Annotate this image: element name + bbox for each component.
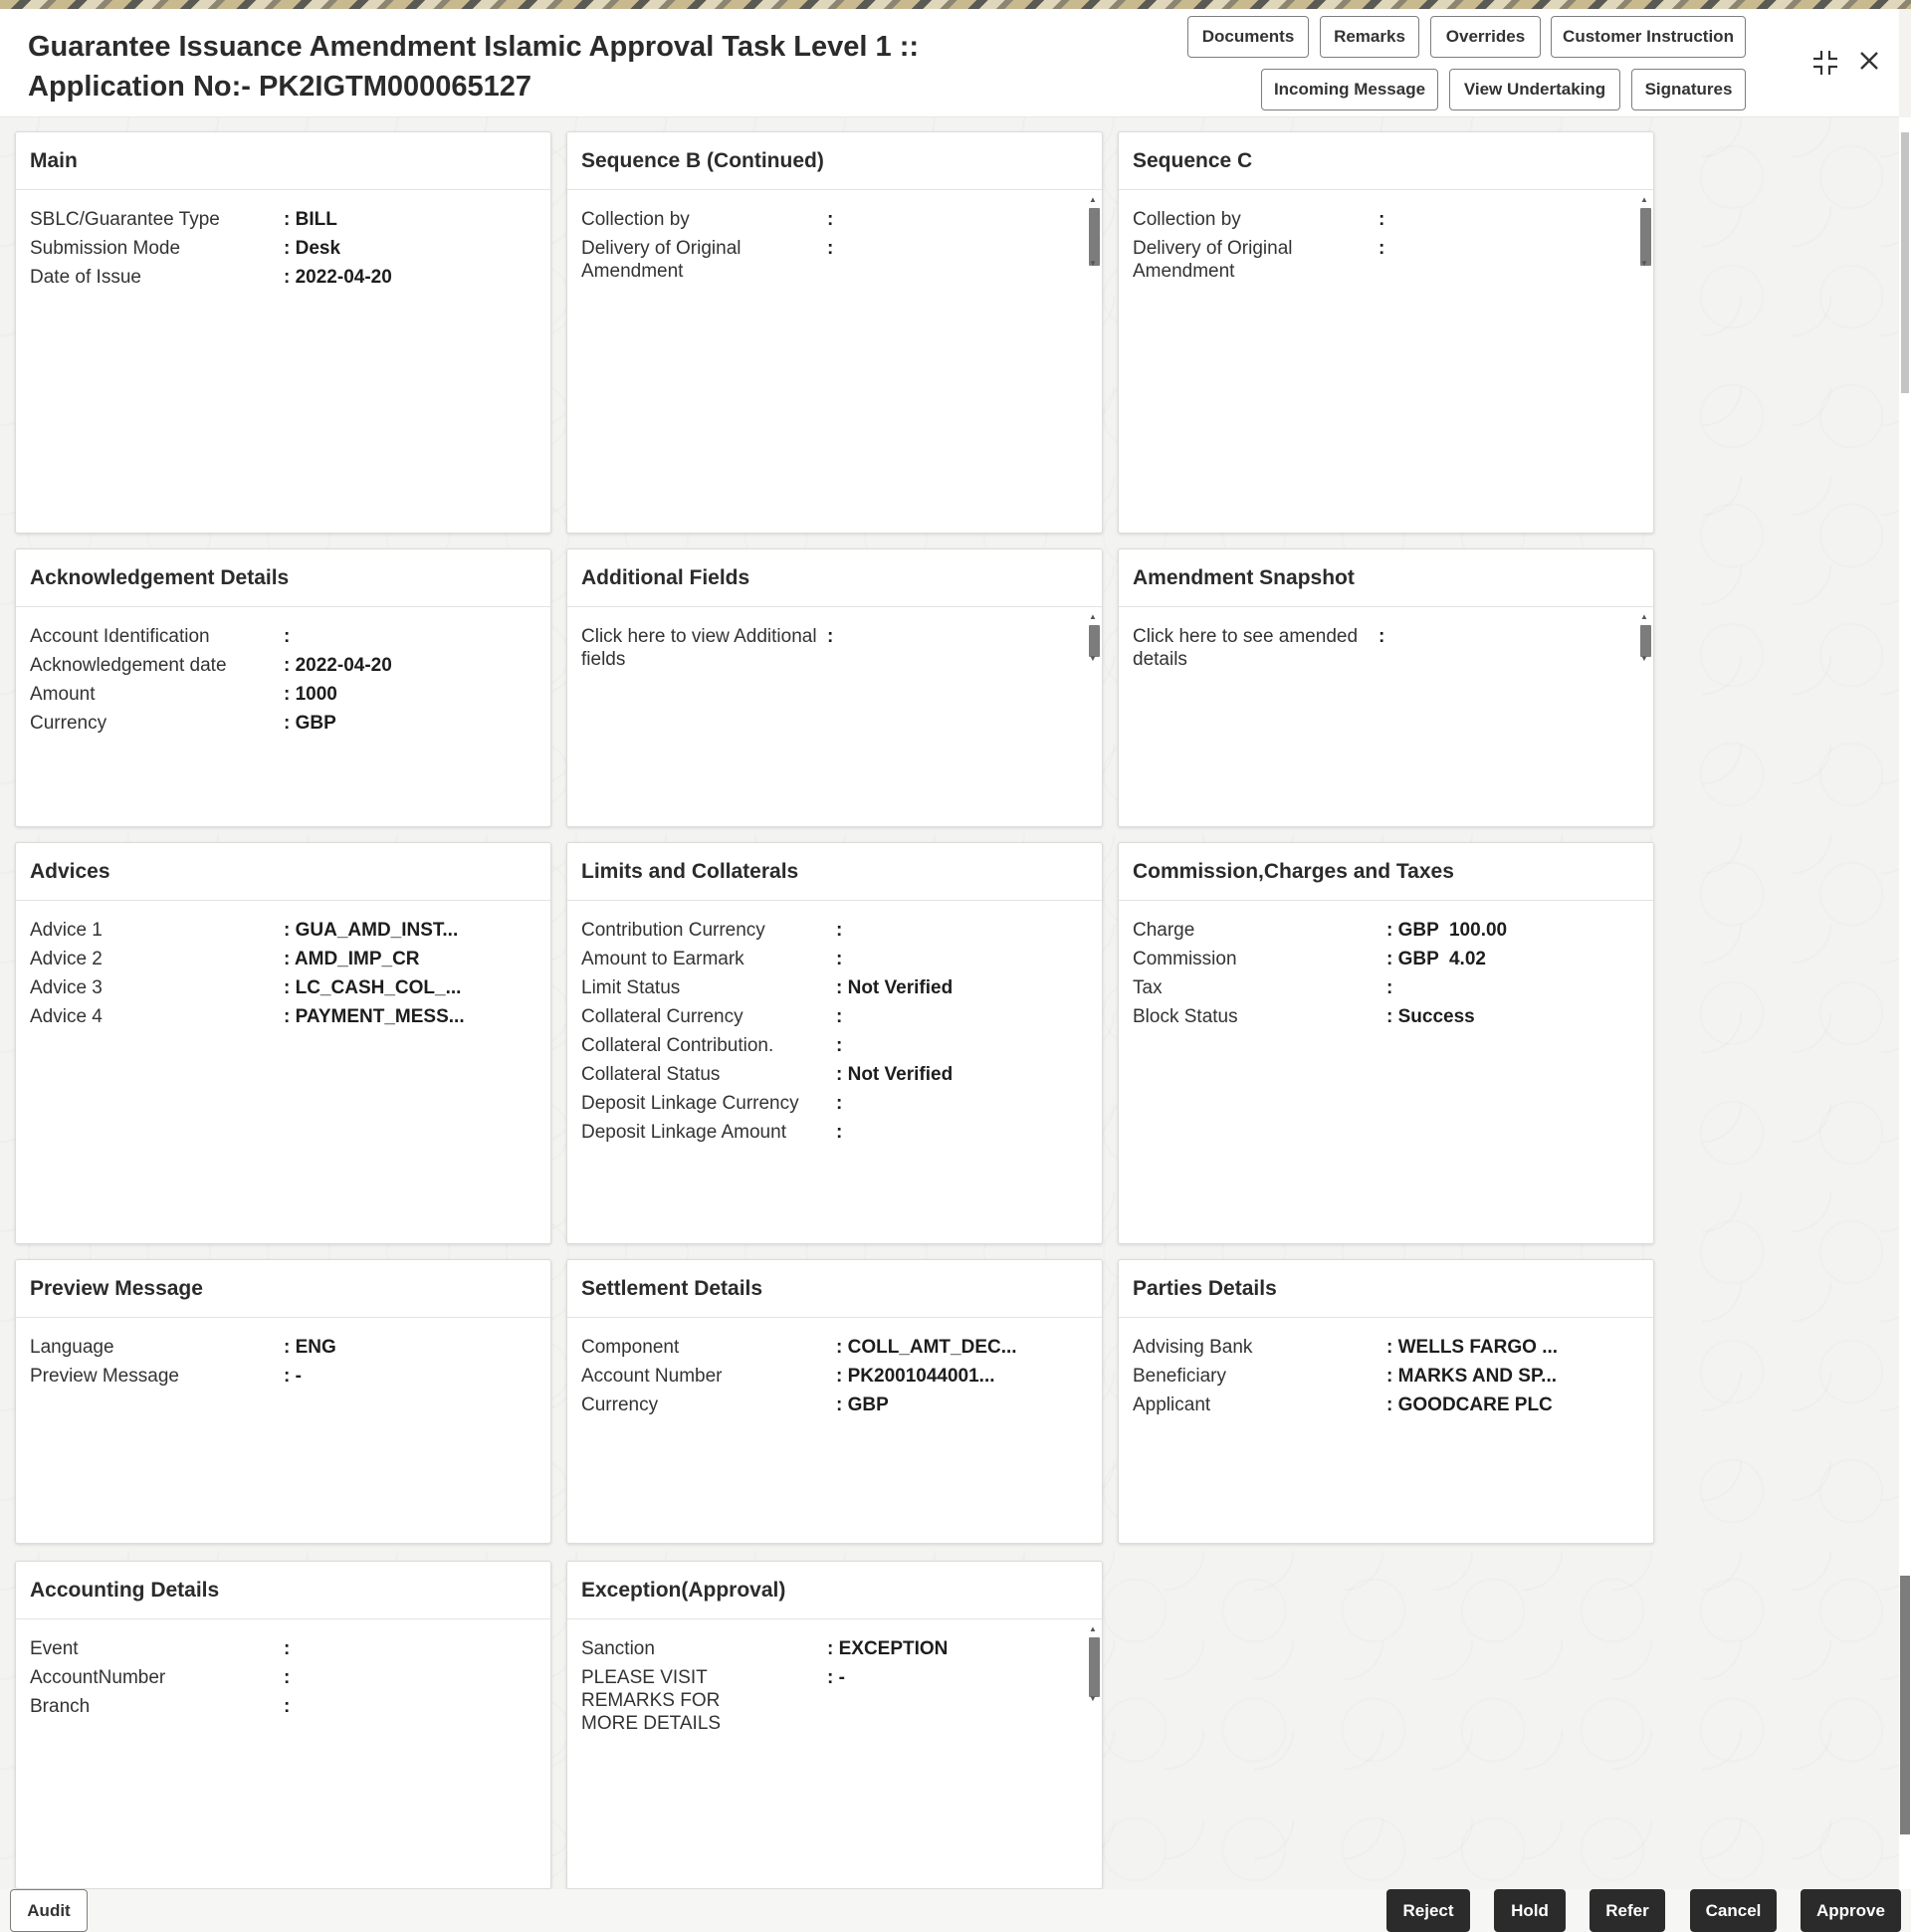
row-acknowledgement-date: Acknowledgement date : 2022-04-20 (30, 655, 392, 676)
application-number: Application No:- PK2IGTM000065127 (28, 71, 532, 103)
row-guarantee-type: SBLC/Guarantee Type : BILL (30, 209, 337, 230)
row-delivery-original: Delivery of Original Amendment : (1133, 238, 1385, 282)
scroll-thumb[interactable] (1089, 625, 1100, 657)
row-advice-3: Advice 3 : LC_CASH_COL_... (30, 977, 462, 998)
row-amount-to-earmark: Amount to Earmark : (581, 949, 843, 969)
row-preview-message: Preview Message : - (30, 1366, 302, 1387)
settlement-details-card (566, 1259, 1103, 1544)
row-tax: Tax : (1133, 977, 1393, 998)
row-branch: Branch : (30, 1696, 291, 1717)
commission-charges-taxes-card (1118, 842, 1654, 1244)
scroll-down-icon[interactable]: ▼ (1089, 259, 1097, 268)
amendment-snapshot-card (1118, 548, 1654, 827)
row-charge: Charge : GBP 100.00 (1133, 920, 1508, 941)
row-deposit-linkage-amount: Deposit Linkage Amount : (581, 1122, 843, 1143)
card-scrollbar[interactable] (1086, 1621, 1100, 1707)
row-advice-4: Advice 4 : PAYMENT_MESS... (30, 1006, 465, 1027)
card-title: Accounting Details (16, 1562, 550, 1619)
signatures-button[interactable]: Signatures (1631, 69, 1746, 110)
exception-approval-card (566, 1561, 1103, 1889)
top-decorative-strip (0, 0, 1911, 9)
card-title: Sequence B (Continued) (567, 132, 1102, 190)
row-language: Language : ENG (30, 1337, 336, 1358)
row-delivery-original: Delivery of Original Amendment : (581, 238, 834, 282)
row-collection-by: Collection by : (1133, 209, 1385, 230)
close-icon[interactable] (1857, 49, 1881, 79)
preview-message-card (15, 1259, 551, 1544)
row-limit-status: Limit Status : Not Verified (581, 977, 954, 998)
scroll-thumb[interactable] (1640, 208, 1651, 266)
row-commission: Commission : GBP 4.02 (1133, 949, 1486, 969)
cancel-button[interactable]: Cancel (1690, 1889, 1777, 1932)
approve-button[interactable]: Approve (1801, 1889, 1901, 1932)
scroll-up-icon[interactable]: ▲ (1089, 1624, 1097, 1633)
hold-button[interactable]: Hold (1494, 1889, 1566, 1932)
row-collateral-status: Collateral Status : Not Verified (581, 1064, 954, 1085)
card-scrollbar[interactable] (1637, 192, 1651, 272)
page-scroll-thumb[interactable] (1901, 132, 1909, 393)
scroll-thumb[interactable] (1089, 208, 1100, 266)
row-contribution-currency: Contribution Currency : (581, 920, 843, 941)
card-title: Parties Details (1119, 1260, 1653, 1318)
card-title: Preview Message (16, 1260, 550, 1318)
row-advice-1: Advice 1 : GUA_AMD_INST... (30, 920, 459, 941)
row-visit-remarks: PLEASE VISIT REMARKS FOR MORE DETAILS : - (581, 1667, 845, 1734)
scroll-down-icon[interactable]: ▼ (1089, 654, 1097, 663)
row-beneficiary: Beneficiary : MARKS AND SP... (1133, 1366, 1558, 1387)
advices-card (15, 842, 551, 1244)
scroll-thumb[interactable] (1089, 1637, 1100, 1697)
row-collateral-contribution: Collateral Contribution. : (581, 1035, 843, 1056)
scroll-down-icon[interactable]: ▼ (1089, 1694, 1097, 1703)
card-title: Exception(Approval) (567, 1562, 1102, 1619)
row-collateral-currency: Collateral Currency : (581, 1006, 843, 1027)
incoming-message-button[interactable]: Incoming Message (1261, 69, 1438, 110)
parties-details-card (1118, 1259, 1654, 1544)
row-component: Component : COLL_AMT_DEC... (581, 1337, 1017, 1358)
card-title: Commission,Charges and Taxes (1119, 843, 1653, 901)
overrides-button[interactable]: Overrides (1430, 16, 1541, 58)
row-view-additional-fields[interactable]: Click here to view Additional fields : (581, 626, 834, 670)
remarks-button[interactable]: Remarks (1320, 16, 1419, 58)
sequence-b-card (566, 131, 1103, 534)
additional-fields-card (566, 548, 1103, 827)
card-title: Additional Fields (567, 549, 1102, 607)
documents-button[interactable]: Documents (1187, 16, 1309, 58)
acknowledgement-details-card (15, 548, 551, 827)
card-title: Amendment Snapshot (1119, 549, 1653, 607)
card-scrollbar[interactable] (1086, 609, 1100, 667)
row-block-status: Block Status : Success (1133, 1006, 1475, 1027)
card-title: Sequence C (1119, 132, 1653, 190)
row-collection-by: Collection by : (581, 209, 834, 230)
row-currency: Currency : GBP (581, 1395, 889, 1415)
main-card (15, 131, 551, 534)
row-date-of-issue: Date of Issue : 2022-04-20 (30, 267, 392, 288)
card-title: Main (16, 132, 550, 190)
row-account-number: Account Number : PK2001044001... (581, 1366, 995, 1387)
page-scrollbar[interactable] (1899, 117, 1911, 1889)
row-see-amended-details[interactable]: Click here to see amended details : (1133, 626, 1385, 670)
scroll-thumb[interactable] (1640, 625, 1651, 657)
refer-button[interactable]: Refer (1590, 1889, 1665, 1932)
sequence-c-card (1118, 131, 1654, 534)
audit-button[interactable]: Audit (10, 1889, 88, 1932)
customer-instruction-button[interactable]: Customer Instruction (1551, 16, 1746, 58)
page-title-line1: Guarantee Issuance Amendment Islamic Approval Task Level 1 :: (28, 31, 920, 63)
view-undertaking-button[interactable]: View Undertaking (1449, 69, 1620, 110)
card-scrollbar[interactable] (1086, 192, 1100, 272)
row-submission-mode: Submission Mode : Desk (30, 238, 341, 259)
card-title: Acknowledgement Details (16, 549, 550, 607)
row-account-number: AccountNumber : (30, 1667, 291, 1688)
card-scrollbar[interactable] (1637, 609, 1651, 667)
page-title (28, 27, 919, 107)
scroll-up-icon[interactable]: ▲ (1089, 612, 1097, 621)
row-sanction: Sanction : EXCEPTION (581, 1638, 949, 1659)
row-advice-2: Advice 2 : AMD_IMP_CR (30, 949, 420, 969)
row-deposit-linkage-currency: Deposit Linkage Currency : (581, 1093, 843, 1114)
reject-button[interactable]: Reject (1386, 1889, 1470, 1932)
scroll-up-icon[interactable]: ▲ (1089, 195, 1097, 204)
scroll-down-icon[interactable]: ▼ (1640, 259, 1648, 268)
card-title: Settlement Details (567, 1260, 1102, 1318)
row-advising-bank: Advising Bank : WELLS FARGO ... (1133, 1337, 1559, 1358)
row-currency: Currency : GBP (30, 713, 336, 734)
card-title: Limits and Collaterals (567, 843, 1102, 901)
limits-collaterals-card (566, 842, 1103, 1244)
row-account-identification: Account Identification : (30, 626, 291, 647)
row-event: Event : (30, 1638, 291, 1659)
scroll-down-icon[interactable]: ▼ (1640, 654, 1648, 663)
scroll-up-icon[interactable]: ▲ (1640, 612, 1648, 621)
row-amount: Amount : 1000 (30, 684, 337, 705)
minimize-icon[interactable] (1811, 49, 1839, 85)
page-scroll-thumb-lower[interactable] (1900, 1576, 1910, 1834)
scroll-up-icon[interactable]: ▲ (1640, 195, 1648, 204)
accounting-details-card (15, 1561, 551, 1889)
card-title: Advices (16, 843, 550, 901)
row-applicant: Applicant : GOODCARE PLC (1133, 1395, 1553, 1415)
